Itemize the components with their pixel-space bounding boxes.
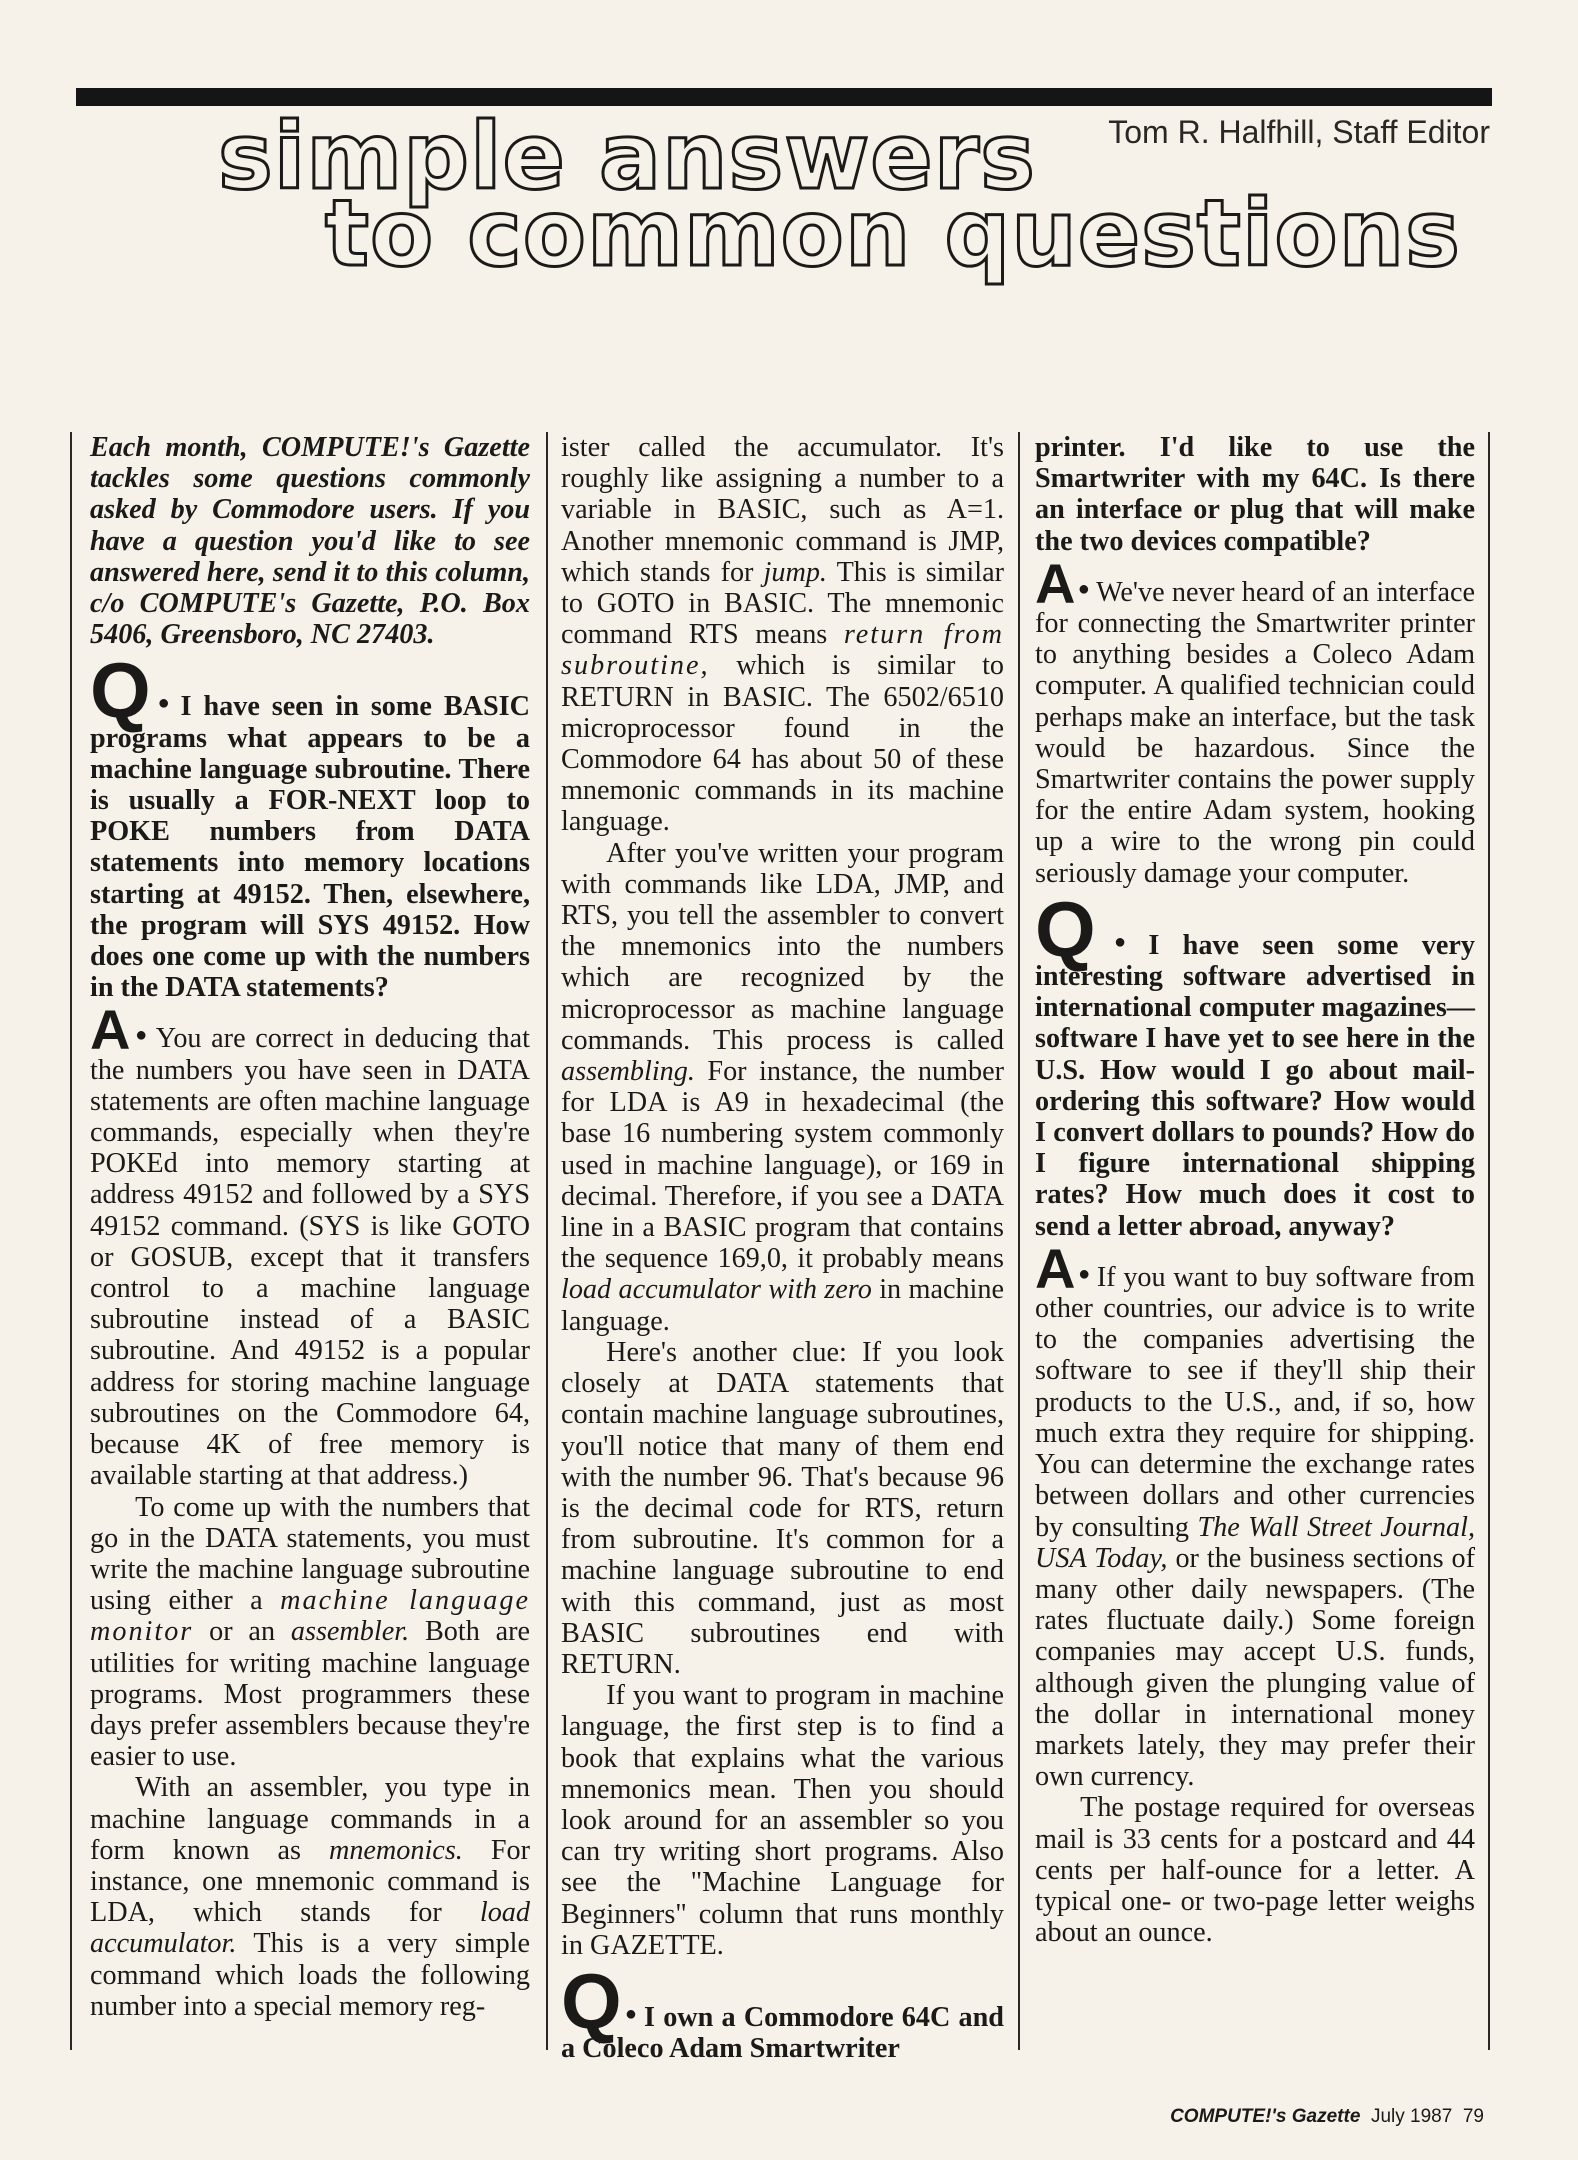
bullet-icon: ●: [152, 692, 175, 715]
answer-1-paragraph-5: Here's another clue: If you look closely at DATA statements that contain machine language subroutines, you'll notice that many of them end with the number 96. That's because 96 is the decimal code for RTS, return from subroutine. It's common for a machine language subroutine to end with this command, just as most BASIC subroutines end with RETURN.: [561, 1336, 1004, 1680]
footer-page-number: 79: [1462, 2106, 1484, 2127]
bullet-icon: ●: [1077, 1262, 1091, 1285]
answer-1-paragraph-4: After you've written your program with commands like LDA, JMP, and RTS, you tell the assembler to convert the mnemonics into the numbers which are recognized by the microprocessor as machine language commands. This process is called assembling. For instance, the number for LDA is A9 in hexadecimal (the base 16 numbering system commonly used in machine language), or 169 in decimal. Therefore, if you see a DATA line in a BASIC program that contains the sequence 169,0, it probably means load accumulator with zero in machine language.: [561, 837, 1004, 1337]
bullet-icon: ●: [623, 2002, 639, 2025]
column-rule-left: [70, 432, 72, 2050]
answer-1: [90, 998, 530, 1492]
footer-magazine: COMPUTE!'s Gazette: [1170, 2106, 1361, 2127]
answer-1-text: You are correct in deducing that the numbers you have seen in DATA statements are often machine language commands, especially when they're POKEd into memory starting at address 49152 and followed by a SYS 49152 command. (SYS is like GOTO or GOSUB, except that it transfers control to a machine language subroutine instead of a BASIC subroutine. And 49152 is a popular address for storing machine language subroutines on the Commodore 64, because 4K of free memory is available starting at that address.): [90, 1023, 530, 1492]
answer-1-paragraph-2: To come up with the numbers that go in the DATA statements, you must write the machine language subroutine using either a machine language monitor or an assembler. Both are utilities for writing machine language programs. Most programmers these days prefer assemblers because they're easier to use.: [90, 1491, 531, 1773]
answer-1-paragraph-3b: ister called the accumulator. It's roughly like assigning a number to a variable in BASIC, such as A=1. Another mnemonic command is JMP, which stands for jump. This is similar to GOTO in BASIC. The mnemonic command RTS means return from subroutine, which is similar to RETURN in BASIC. The 6502/6510 microprocessor found in the Commodore 64 has about 50 of these mnemonic commands in its machine language.: [561, 432, 1004, 838]
column-rule-2: [1018, 432, 1020, 2050]
page-footer: [1170, 2106, 1484, 2128]
answer-3-paragraph-2: The postage required for overseas mail is 33 cents for a postcard and 44 cents per half-ounce for a letter. A typical one- or two-page letter weighs about an ounce.: [1035, 1792, 1475, 1949]
column-2: [561, 432, 1004, 2064]
byline: Tom R. Halfhill, Staff Editor: [1108, 114, 1490, 150]
bullet-icon: ●: [1077, 577, 1091, 600]
question-2-start: Q ● I own a Commodore 64C and a Coleco Adam Smartwriter: [561, 1956, 1004, 2065]
q-label: Q: [90, 646, 151, 735]
question-3: Q ● I have seen some very interesting software advertised in international computer magazines—software I have yet to see here in the U.S. How would I go about mail-ordering this software? How would I convert dollars to pounds? How do I figure international shipping rates? How much does it cost to send a letter abroad, anyway?: [1035, 884, 1475, 1242]
answer-2: A ● We've never heard of an interface for connecting the Smartwriter printer to anything besides a Coleco Adam computer. A qualified technician could perhaps make an interface, but the task would be hazardous. Since the Smartwriter contains the power supply for the entire Adam system, hooking up a wire to the wrong pin could seriously damage your computer.: [1035, 551, 1475, 889]
footer-issue: July 1987: [1370, 2106, 1453, 2127]
intro-paragraph: Each month, COMPUTE!'s Gazette tackles some questions commonly asked by Commodore users. If you have a question you'd like to see answered here, send it to this column, c/o COMPUTE's Gazette, P.O. Box 5406, Greensboro, NC 27403.: [90, 432, 530, 651]
answer-3: A ● If you want to buy software from other countries, our advice is to write to the companies advertising the software to see if they'll ship their products to the U.S., and, if so, how much extra they require for shipping. You can determine the exchange rates between dollars and other currencies by consulting The Wall Street Journal, USA Today, or the business sections of many other daily newspapers. (The rates fluctuate daily.) Some foreign companies may accept U.S. funds, although given the plunging value of the dollar in international money markets lately, they may prefer their own currency.: [1035, 1236, 1475, 1793]
bullet-icon: ●: [1097, 930, 1143, 953]
column-rule-1: [546, 432, 548, 2050]
title-line-2: to common questions: [325, 180, 1461, 287]
question-3-text: I have seen some very interesting software advertised in international computer magazines—software I have yet to see here in the U.S. How would I go about mail-ordering this software? How would I convert dollars to pounds? How do I figure international shipping rates? How much does it cost to send a letter abroad, anyway?: [1035, 929, 1475, 1242]
title-line-1: simple answers: [218, 103, 1036, 210]
answer-1-paragraph-6: If you want to program in machine language, the first step is to find a book that explains what the various mnemonics mean. Then you should look around for an assembler so you can try writing short programs. Also see the "Machine Language for Beginners" column that runs monthly in GAZETTE.: [561, 1680, 1004, 1961]
question-1-text: I have seen in some BASIC programs what appears to be a machine language subroutine. There is usually a FOR-NEXT loop to POKE numbers from DATA statements into memory locations starting at 49152. Then, elsewhere, the program will SYS 49152. How does one come up with the numbers in the DATA statements?: [90, 691, 530, 1004]
bullet-icon: ●: [132, 1024, 150, 1047]
column-1: [90, 432, 530, 2022]
column-3: [1035, 432, 1475, 1948]
question-1: [90, 646, 530, 1004]
answer-1-paragraph-3a: With an assembler, you type in machine language commands in a form known as mnemonics. For instance, one mnemonic command is LDA, which stands for load accumulator. This is a very simple command which loads the following number into a special memory reg-: [90, 1772, 530, 2022]
answer-2-text: We've never heard of an interface for connecting the Smartwriter printer to anything besides a Coleco Adam computer. A qualified technician could perhaps make an interface, but the task would be hazardous. Since the Smartwriter contains the power supply for the entire Adam system, hooking up a wire to the wrong pin could seriously damage your computer.: [1035, 576, 1475, 889]
a-label: A: [90, 998, 131, 1062]
column-rule-right: [1488, 432, 1490, 2050]
question-2-end: printer. I'd like to use the Smartwriter with my 64C. Is there an interface or plug that will make the two devices compatible?: [1035, 432, 1475, 557]
